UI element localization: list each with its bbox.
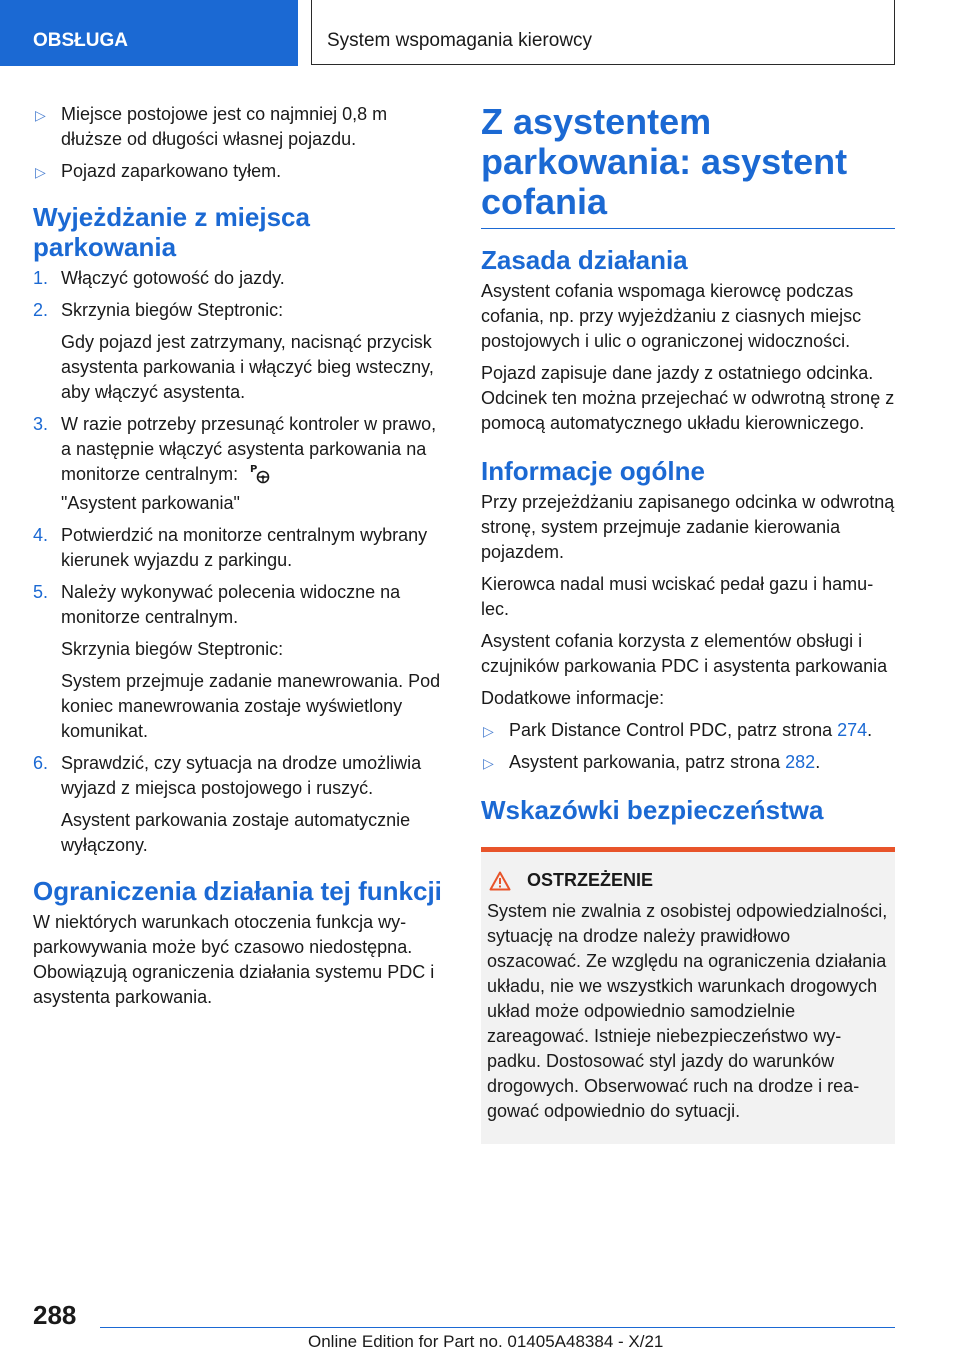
right-column: [481, 102, 895, 1144]
step-4: 4. Potwierdzić na monitorze centralnym wybrany kierunek wyjazdu z parkingu.: [33, 525, 428, 570]
page-link-274[interactable]: 274: [837, 720, 868, 740]
step-6-detail: Asystent parkowania zostaje automatycznie wyłączony.: [61, 810, 411, 855]
heading-general: Informacje ogólne: [481, 456, 705, 486]
triangle-right-icon: ▷: [483, 723, 494, 739]
title-rule: [481, 228, 895, 229]
principle-paragraph-1: Asystent cofania wspomaga kierowcę podczas cofania, np. przy wyjeżdżaniu z ciasnych miejsc postojowych i ulic o ograniczonej widoczności.: [481, 281, 862, 351]
warning-triangle-icon: [489, 871, 511, 891]
page-link-282[interactable]: 282: [785, 752, 816, 772]
heading-exit-parking: Wyjeżdżanie z miejsca parkowania: [33, 202, 310, 262]
heading-principle: Zasada działania: [481, 245, 688, 275]
warning-title: OSTRZEŻENIE: [527, 870, 654, 890]
header-section-label: OBSŁUGA: [33, 30, 128, 51]
header-bottom-border: [311, 64, 895, 65]
triangle-right-icon: ▷: [35, 107, 46, 123]
left-column: [33, 102, 445, 1017]
step-2: 2. Skrzynia biegów Steptronic:: [33, 300, 284, 320]
footer-edition: Online Edition for Part no. 01405A48384 - X/21: [308, 1332, 664, 1351]
footer-rule: [100, 1327, 895, 1328]
step-5: 5. Należy wykonywać polecenia widoczne na monitorze centralnym.: [33, 582, 401, 627]
triangle-right-icon: ▷: [483, 755, 494, 771]
heading-safety: Wskazówki bezpieczeństwa: [481, 795, 824, 825]
step-1: 1. Włączyć gotowość do jazdy.: [33, 268, 285, 288]
svg-text:P: P: [250, 464, 258, 475]
warning-text: System nie zwalnia z osobistej odpowiedzialności, sytuację na drodze należy prawidłowo oszacować. Ze względu na ograniczenia działania układu, nie we wszystkich warunkach drogowych układ może odpowiednio samodzielnie zareagować. Istnieje niebezpieczeństwo wypadku. Dostosować styl jazdy do warunków drogowych. Obserwować ruch na drodze i reagować odpowiednio do sytuacji.: [487, 901, 888, 1121]
general-paragraph-2: Kierowca nadal musi wciskać pedał gazu i hamulec.: [481, 574, 874, 619]
warning-box: [481, 847, 895, 1144]
header-chapter-title: System wspomagania kierowcy: [327, 30, 593, 51]
list-item: ▷ Pojazd zaparkowano tyłem.: [33, 159, 445, 184]
step-5-detail-2: System przejmuje zadanie manewrowania. Pod koniec manewrowania zostaje wyświetlony komunikat.: [61, 671, 441, 741]
header-right-border: [894, 0, 895, 65]
general-paragraph-4: Dodatkowe informacje:: [481, 688, 665, 708]
list-item: ▷ Miejsce postojowe jest co najmniej 0,8 m dłuższe od długości własnej pojazdu.: [35, 104, 388, 149]
principle-paragraph-2: Pojazd zapisuje dane jazdy z ostatniego odcinka. Odcinek ten można przejechać w odwrotną stronę z pomocą automatycznego układu kierowniczego.: [481, 363, 895, 433]
list-item: ▷ Asystent parkowania, patrz strona 282.: [481, 750, 895, 775]
page-number: 288: [33, 1300, 77, 1330]
step-5-detail-1: Skrzynia biegów Steptronic:: [61, 639, 284, 659]
step-3: 3. W razie potrzeby przesunąć kontroler w prawo, a następnie włączyć asystenta parkowania na monitorze centralnym: P "Asystent parkowania": [33, 414, 437, 513]
triangle-right-icon: ▷: [35, 164, 46, 180]
header-divider: [311, 0, 312, 65]
parking-assist-icon: [249, 462, 271, 491]
step-2-detail: Gdy pojazd jest zatrzymany, nacisnąć przycisk asystenta parkowania i włączyć bieg wsteczny, aby włączyć asystenta.: [61, 332, 434, 402]
section-title: Z asystentem parkowania: asystent cofania: [481, 101, 848, 222]
general-paragraph-1: Przy przejeżdżaniu zapisanego odcinka w odwrotną stronę, system przejmuje zadanie kierowania pojazdem.: [481, 492, 895, 562]
list-item: ▷ Park Distance Control PDC, patrz strona 274.: [481, 718, 895, 743]
heading-limits: Ograniczenia działania tej funkcji: [33, 876, 442, 906]
step-6: 6. Sprawdzić, czy sytuacja na drodze umożliwia wyjazd z miejsca postojowego i ruszyć.: [33, 753, 422, 798]
warning-header: [481, 852, 895, 899]
general-paragraph-3: Asystent cofania korzysta z elementów obsługi i czujników parkowania PDC i asystenta parkowania: [481, 631, 888, 676]
limits-paragraph: W niektórych warunkach otoczenia funkcja wyparkowywania może być czasowo niedostępna. Obowiązują ograniczenia działania systemu PDC i asystenta parkowania.: [33, 912, 435, 1007]
